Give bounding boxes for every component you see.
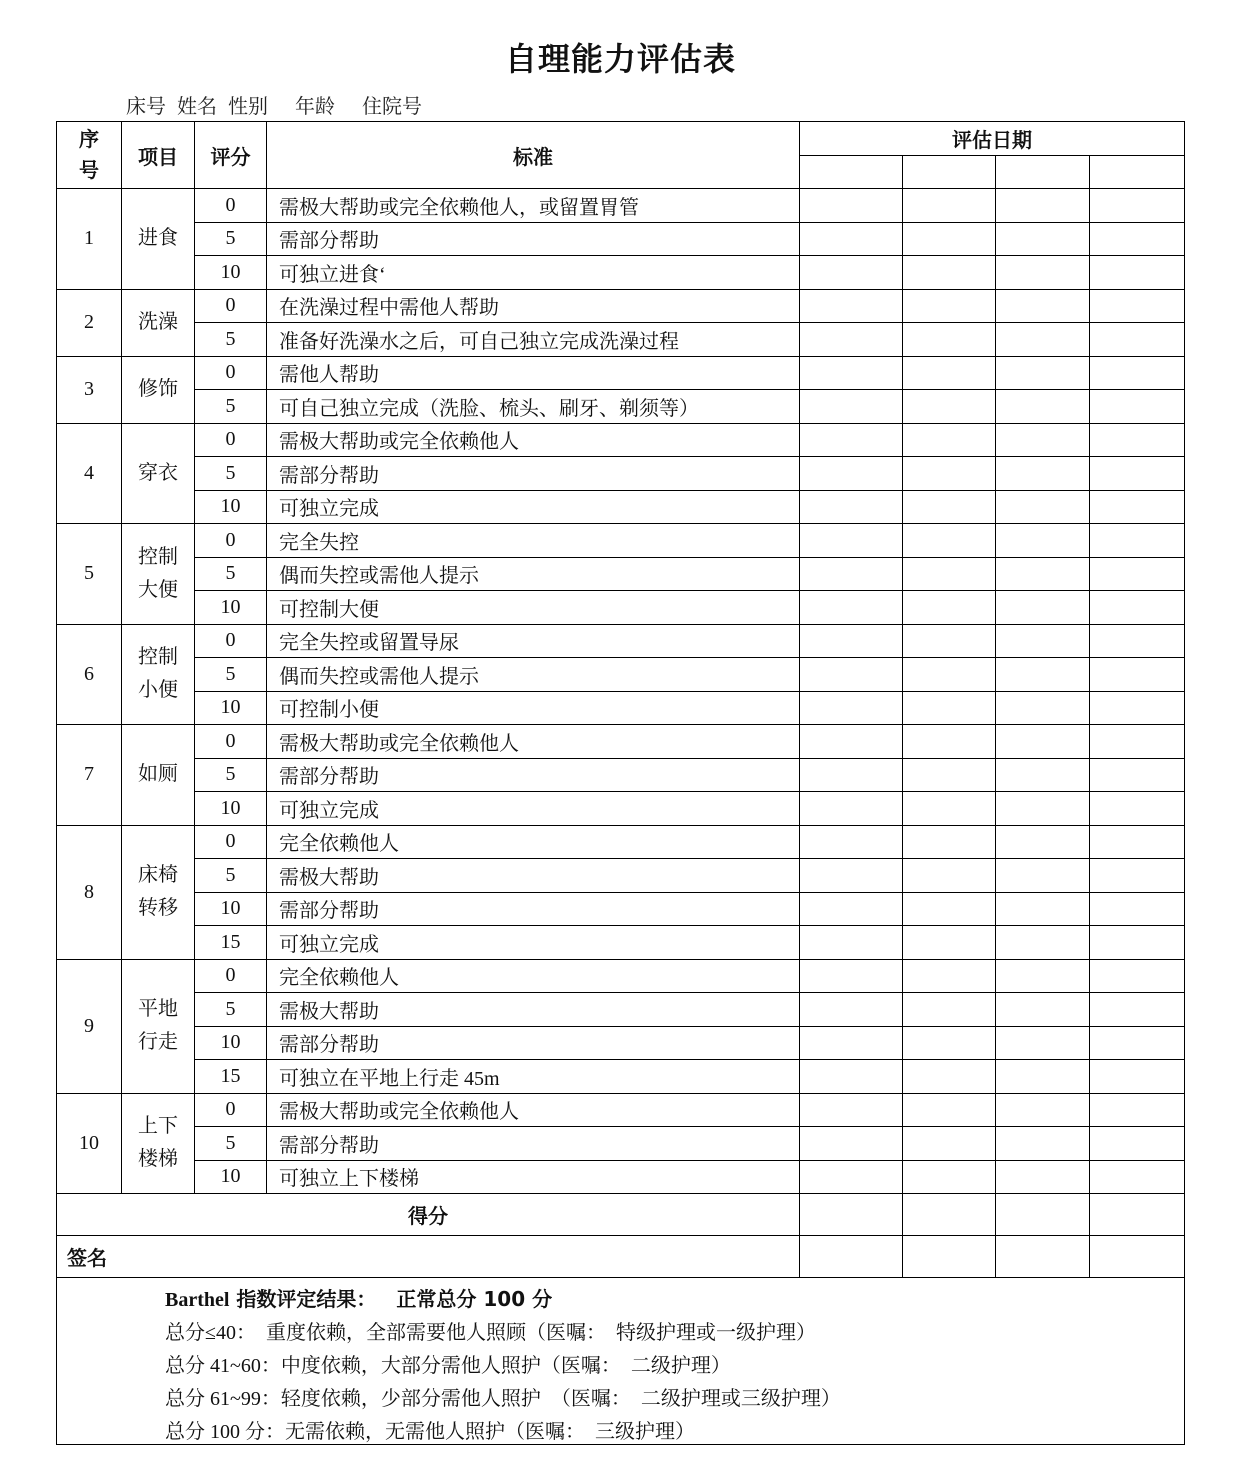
assessment-cell-3[interactable] xyxy=(996,1160,1090,1194)
assessment-cell-4[interactable] xyxy=(1090,390,1185,424)
assessment-cell-2[interactable] xyxy=(903,457,996,491)
criteria-text: 需极大帮助或完全依赖他人，或留置胃管 xyxy=(267,189,800,223)
criteria-text: 需部分帮助 xyxy=(267,1127,800,1161)
assessment-cell-3[interactable] xyxy=(996,1026,1090,1060)
item-name-text: 洗澡 xyxy=(138,311,178,333)
assessment-cell-3[interactable] xyxy=(996,222,1090,256)
assessment-cell-2[interactable] xyxy=(903,524,996,558)
assessment-cell-1[interactable] xyxy=(800,959,903,993)
name-label: 姓名 xyxy=(177,96,217,118)
assessment-cell-1[interactable] xyxy=(800,423,903,457)
criteria-text: 可控制小便 xyxy=(267,691,800,725)
item-name xyxy=(122,725,195,826)
assessment-cell-2[interactable] xyxy=(903,959,996,993)
assessment-cell-3[interactable] xyxy=(996,524,1090,558)
item-name xyxy=(122,289,195,356)
assessment-cell-2[interactable] xyxy=(903,390,996,424)
table-row xyxy=(57,356,1185,390)
table-row xyxy=(57,524,1185,558)
table-row xyxy=(57,1026,1185,1060)
assessment-cell-2[interactable] xyxy=(903,792,996,826)
assessment-cell-1[interactable] xyxy=(800,189,903,223)
assessment-cell-4[interactable] xyxy=(1090,289,1185,323)
assessment-cell-2[interactable] xyxy=(903,926,996,960)
assessment-cell-3[interactable] xyxy=(996,825,1090,859)
assessment-cell-3[interactable] xyxy=(996,1127,1090,1161)
assessment-cell-1[interactable] xyxy=(800,457,903,491)
assessment-cell-3[interactable] xyxy=(996,758,1090,792)
assessment-cell-1[interactable] xyxy=(800,1093,903,1127)
assessment-cell-4[interactable] xyxy=(1090,859,1185,893)
assessment-cell-1[interactable] xyxy=(800,993,903,1027)
assessment-cell-4[interactable] xyxy=(1090,222,1185,256)
assessment-cell-2[interactable] xyxy=(903,658,996,692)
assessment-cell-1[interactable] xyxy=(800,591,903,625)
assessment-cell-4[interactable] xyxy=(1090,825,1185,859)
item-seq: 4 xyxy=(57,423,122,524)
form-title: 自理能力评估表 xyxy=(504,40,736,78)
score-value: 0 xyxy=(195,524,267,558)
criteria-text: 完全依赖他人 xyxy=(267,825,800,859)
item-seq: 10 xyxy=(57,1093,122,1194)
score-value: 10 xyxy=(195,256,267,290)
item-name xyxy=(122,825,195,959)
criteria-text: 需部分帮助 xyxy=(267,222,800,256)
score-value: 0 xyxy=(195,289,267,323)
assessment-cell-4[interactable] xyxy=(1090,256,1185,290)
item-seq: 6 xyxy=(57,624,122,725)
table-row xyxy=(57,557,1185,591)
assessment-cell-2[interactable] xyxy=(903,356,996,390)
assessment-cell-2[interactable] xyxy=(903,323,996,357)
assessment-cell-3[interactable] xyxy=(996,490,1090,524)
signature-cell-1[interactable] xyxy=(800,1236,903,1278)
notes-heading-text: 指数评定结果： xyxy=(229,1287,377,1311)
assessment-cell-4[interactable] xyxy=(1090,1093,1185,1127)
assessment-cell-4[interactable] xyxy=(1090,423,1185,457)
item-name-text: 穿衣 xyxy=(138,461,178,484)
assessment-cell-3[interactable] xyxy=(996,926,1090,960)
item-seq: 7 xyxy=(57,725,122,826)
assessment-cell-1[interactable] xyxy=(800,1026,903,1060)
item-seq: 5 xyxy=(57,524,122,625)
assessment-cell-1[interactable] xyxy=(800,524,903,558)
assessment-cell-4[interactable] xyxy=(1090,524,1185,558)
total-score-cell-2[interactable] xyxy=(903,1194,996,1236)
date-cell-4[interactable] xyxy=(1090,156,1185,189)
criteria-text: 完全依赖他人 xyxy=(267,959,800,993)
assessment-cell-4[interactable] xyxy=(1090,624,1185,658)
assessment-cell-1[interactable] xyxy=(800,725,903,759)
assessment-cell-4[interactable] xyxy=(1090,1026,1185,1060)
notes-line: 总分≤40： 重度依赖，全部需要他人照顾（医嘱： 特级护理或一级护理） xyxy=(165,1322,816,1344)
signature-cell-4[interactable] xyxy=(1090,1236,1185,1278)
assessment-cell-2[interactable] xyxy=(903,859,996,893)
assessment-cell-1[interactable] xyxy=(800,691,903,725)
assessment-cell-3[interactable] xyxy=(996,725,1090,759)
score-value: 5 xyxy=(195,390,267,424)
criteria-text: 偶而失控或需他人提示 xyxy=(267,658,800,692)
table-row xyxy=(57,591,1185,625)
assessment-cell-1[interactable] xyxy=(800,222,903,256)
assessment-cell-2[interactable] xyxy=(903,725,996,759)
assessment-cell-4[interactable] xyxy=(1090,189,1185,223)
score-value: 5 xyxy=(195,658,267,692)
assessment-cell-4[interactable] xyxy=(1090,993,1185,1027)
score-value: 15 xyxy=(195,926,267,960)
criteria-text: 完全失控或留置导尿 xyxy=(267,624,800,658)
table-row xyxy=(57,189,1185,223)
score-value: 10 xyxy=(195,1026,267,1060)
assessment-cell-3[interactable] xyxy=(996,189,1090,223)
assessment-cell-1[interactable] xyxy=(800,256,903,290)
criteria-text: 可独立在平地上行走 45m xyxy=(267,1060,800,1094)
assessment-cell-2[interactable] xyxy=(903,189,996,223)
item-name xyxy=(122,624,195,725)
total-score-cell-1[interactable] xyxy=(800,1194,903,1236)
criteria-text: 可独立进食‘ xyxy=(267,256,800,290)
item-seq: 8 xyxy=(57,825,122,959)
table-row xyxy=(57,256,1185,290)
assessment-cell-4[interactable] xyxy=(1090,1127,1185,1161)
assessment-cell-1[interactable] xyxy=(800,289,903,323)
assessment-cell-1[interactable] xyxy=(800,825,903,859)
date-cell-2[interactable] xyxy=(903,156,996,189)
age-label: 年龄 xyxy=(295,96,335,118)
assessment-cell-1[interactable] xyxy=(800,390,903,424)
score-value: 0 xyxy=(195,725,267,759)
table-row xyxy=(57,993,1185,1027)
header-seq-text: 序号 xyxy=(79,127,99,182)
score-value: 5 xyxy=(195,859,267,893)
item-name xyxy=(122,959,195,1093)
assessment-cell-4[interactable] xyxy=(1090,959,1185,993)
notes-heading-value: 正常总分 100 分 xyxy=(396,1287,553,1311)
score-value: 10 xyxy=(195,792,267,826)
score-value: 5 xyxy=(195,222,267,256)
item-name-text: 平地行走 xyxy=(138,998,178,1053)
gender-label: 性别 xyxy=(228,96,268,118)
barthel-notes xyxy=(57,1278,1185,1445)
item-name-text: 上下楼梯 xyxy=(138,1115,178,1171)
date-cell-1[interactable] xyxy=(800,156,903,189)
criteria-text: 需他人帮助 xyxy=(267,356,800,390)
assessment-cell-2[interactable] xyxy=(903,993,996,1027)
table-row xyxy=(57,624,1185,658)
table-row xyxy=(57,390,1185,424)
table-row xyxy=(57,457,1185,491)
notes-line: 总分 100 分：无需依赖，无需他人照护（医嘱： 三级护理） xyxy=(165,1421,695,1443)
criteria-text: 需极大帮助或完全依赖他人 xyxy=(267,725,800,759)
table-row xyxy=(57,892,1185,926)
assessment-cell-3[interactable] xyxy=(996,859,1090,893)
patient-info-line xyxy=(126,90,428,119)
assessment-cell-3[interactable] xyxy=(996,557,1090,591)
date-cell-3[interactable] xyxy=(996,156,1090,189)
criteria-text: 在洗澡过程中需他人帮助 xyxy=(267,289,800,323)
assessment-cell-4[interactable] xyxy=(1090,457,1185,491)
notes-line: 总分 61~99：轻度依赖，少部分需他人照护 （医嘱： 二级护理或三级护理） xyxy=(165,1388,841,1410)
header-score: 评分 xyxy=(195,122,267,189)
criteria-text: 可独立完成 xyxy=(267,490,800,524)
score-value: 0 xyxy=(195,624,267,658)
item-name xyxy=(122,524,195,625)
assessment-cell-4[interactable] xyxy=(1090,926,1185,960)
item-name-text: 控制大便 xyxy=(138,545,178,601)
assessment-cell-2[interactable] xyxy=(903,591,996,625)
score-value: 0 xyxy=(195,356,267,390)
table-row xyxy=(57,289,1185,323)
table-row xyxy=(57,490,1185,524)
assessment-cell-4[interactable] xyxy=(1090,356,1185,390)
criteria-text: 可独立完成 xyxy=(267,792,800,826)
assessment-cell-1[interactable] xyxy=(800,323,903,357)
item-name xyxy=(122,356,195,423)
criteria-text: 可独立完成 xyxy=(267,926,800,960)
assessment-cell-1[interactable] xyxy=(800,792,903,826)
assessment-cell-2[interactable] xyxy=(903,423,996,457)
assessment-cell-4[interactable] xyxy=(1090,557,1185,591)
score-value: 5 xyxy=(195,993,267,1027)
criteria-text: 完全失控 xyxy=(267,524,800,558)
assessment-cell-3[interactable] xyxy=(996,323,1090,357)
assessment-cell-3[interactable] xyxy=(996,792,1090,826)
criteria-text: 需部分帮助 xyxy=(267,457,800,491)
assessment-cell-1[interactable] xyxy=(800,1060,903,1094)
criteria-text: 需部分帮助 xyxy=(267,892,800,926)
assessment-cell-1[interactable] xyxy=(800,624,903,658)
signature-label: 签名 xyxy=(57,1236,800,1278)
item-name-text: 如厕 xyxy=(138,763,178,786)
item-name-text: 修饰 xyxy=(138,378,178,400)
table-row xyxy=(57,1127,1185,1161)
assessment-cell-4[interactable] xyxy=(1090,1060,1185,1094)
assessment-cell-1[interactable] xyxy=(800,490,903,524)
score-value: 10 xyxy=(195,591,267,625)
assessment-cell-2[interactable] xyxy=(903,892,996,926)
criteria-text: 可独立上下楼梯 xyxy=(267,1160,800,1194)
item-seq: 3 xyxy=(57,356,122,423)
criteria-text: 需极大帮助或完全依赖他人 xyxy=(267,423,800,457)
score-value: 15 xyxy=(195,1060,267,1094)
item-name-text: 控制小便 xyxy=(138,646,178,702)
assessment-cell-1[interactable] xyxy=(800,1127,903,1161)
score-value: 0 xyxy=(195,423,267,457)
criteria-text: 需部分帮助 xyxy=(267,758,800,792)
table-row xyxy=(57,1160,1185,1194)
signature-cell-3[interactable] xyxy=(996,1236,1090,1278)
assessment-cell-3[interactable] xyxy=(996,1060,1090,1094)
score-value: 5 xyxy=(195,557,267,591)
table-row xyxy=(57,222,1185,256)
assessment-cell-2[interactable] xyxy=(903,624,996,658)
assessment-cell-2[interactable] xyxy=(903,758,996,792)
item-name-text: 进食 xyxy=(138,227,178,250)
table-row xyxy=(57,423,1185,457)
assessment-cell-4[interactable] xyxy=(1090,591,1185,625)
assessment-cell-1[interactable] xyxy=(800,658,903,692)
table-row xyxy=(57,1060,1185,1094)
score-value: 10 xyxy=(195,490,267,524)
assessment-cell-3[interactable] xyxy=(996,691,1090,725)
item-name xyxy=(122,1093,195,1194)
assessment-cell-3[interactable] xyxy=(996,591,1090,625)
score-value: 0 xyxy=(195,189,267,223)
criteria-text: 准备好洗澡水之后，可自己独立完成洗澡过程 xyxy=(267,323,800,357)
criteria-text: 需极大帮助 xyxy=(267,993,800,1027)
bed-number-label: 床号 xyxy=(126,96,166,118)
header-assessment-date: 评估日期 xyxy=(800,122,1185,156)
assessment-cell-3[interactable] xyxy=(996,390,1090,424)
assessment-cell-2[interactable] xyxy=(903,1160,996,1194)
assessment-cell-2[interactable] xyxy=(903,691,996,725)
table-row xyxy=(57,691,1185,725)
assessment-table xyxy=(56,121,1185,1445)
signature-row xyxy=(57,1236,1185,1278)
assessment-cell-4[interactable] xyxy=(1090,892,1185,926)
table-row xyxy=(57,926,1185,960)
assessment-cell-3[interactable] xyxy=(996,289,1090,323)
score-value: 0 xyxy=(195,959,267,993)
item-name xyxy=(122,423,195,524)
header-criteria: 标准 xyxy=(267,122,800,189)
assessment-cell-4[interactable] xyxy=(1090,658,1185,692)
admission-number-label: 住院号 xyxy=(362,96,422,118)
item-name xyxy=(122,189,195,290)
assessment-cell-1[interactable] xyxy=(800,1160,903,1194)
assessment-cell-2[interactable] xyxy=(903,1127,996,1161)
score-value: 5 xyxy=(195,758,267,792)
table-row xyxy=(57,959,1185,993)
assessment-cell-3[interactable] xyxy=(996,658,1090,692)
table-row xyxy=(57,792,1185,826)
assessment-cell-4[interactable] xyxy=(1090,792,1185,826)
notes-heading-prefix: Barthel xyxy=(165,1289,230,1311)
assessment-cell-2[interactable] xyxy=(903,825,996,859)
score-value: 10 xyxy=(195,892,267,926)
assessment-cell-2[interactable] xyxy=(903,222,996,256)
item-name-text: 床椅转移 xyxy=(138,864,178,919)
criteria-text: 可控制大便 xyxy=(267,591,800,625)
item-seq: 2 xyxy=(57,289,122,356)
item-seq: 1 xyxy=(57,189,122,290)
assessment-cell-1[interactable] xyxy=(800,859,903,893)
criteria-text: 需极大帮助 xyxy=(267,859,800,893)
score-value: 5 xyxy=(195,457,267,491)
table-row xyxy=(57,323,1185,357)
total-score-cell-3[interactable] xyxy=(996,1194,1090,1236)
assessment-cell-3[interactable] xyxy=(996,356,1090,390)
assessment-cell-4[interactable] xyxy=(1090,323,1185,357)
assessment-cell-3[interactable] xyxy=(996,959,1090,993)
score-value: 10 xyxy=(195,691,267,725)
table-row xyxy=(57,1093,1185,1127)
score-value: 5 xyxy=(195,1127,267,1161)
assessment-cell-4[interactable] xyxy=(1090,691,1185,725)
criteria-text: 可自己独立完成（洗脸、梳头、刷牙、剃须等） xyxy=(267,390,800,424)
assessment-cell-4[interactable] xyxy=(1090,1160,1185,1194)
assessment-cell-2[interactable] xyxy=(903,1093,996,1127)
assessment-cell-2[interactable] xyxy=(903,289,996,323)
header-seq xyxy=(57,122,122,189)
assessment-cell-3[interactable] xyxy=(996,423,1090,457)
table-row xyxy=(57,658,1185,692)
assessment-cell-2[interactable] xyxy=(903,256,996,290)
assessment-cell-3[interactable] xyxy=(996,624,1090,658)
criteria-text: 偶而失控或需他人提示 xyxy=(267,557,800,591)
table-row xyxy=(57,825,1185,859)
total-score-row xyxy=(57,1194,1185,1236)
assessment-cell-4[interactable] xyxy=(1090,758,1185,792)
table-row xyxy=(57,725,1185,759)
assessment-cell-1[interactable] xyxy=(800,892,903,926)
assessment-cell-1[interactable] xyxy=(800,356,903,390)
score-value: 5 xyxy=(195,323,267,357)
notes-row xyxy=(57,1278,1185,1445)
score-value: 0 xyxy=(195,1093,267,1127)
table-row xyxy=(57,859,1185,893)
assessment-cell-3[interactable] xyxy=(996,256,1090,290)
header-item: 项目 xyxy=(122,122,195,189)
assessment-cell-3[interactable] xyxy=(996,1093,1090,1127)
item-seq: 9 xyxy=(57,959,122,1093)
notes-heading xyxy=(165,1283,1184,1317)
table-row xyxy=(57,758,1185,792)
assessment-cell-4[interactable] xyxy=(1090,490,1185,524)
assessment-cell-1[interactable] xyxy=(800,758,903,792)
score-value: 0 xyxy=(195,825,267,859)
assessment-cell-2[interactable] xyxy=(903,1026,996,1060)
notes-line: 总分 41~60：中度依赖，大部分需他人照护（医嘱： 二级护理） xyxy=(165,1355,731,1377)
assessment-cell-3[interactable] xyxy=(996,993,1090,1027)
assessment-cell-4[interactable] xyxy=(1090,725,1185,759)
criteria-text: 需极大帮助或完全依赖他人 xyxy=(267,1093,800,1127)
assessment-cell-3[interactable] xyxy=(996,457,1090,491)
signature-cell-2[interactable] xyxy=(903,1236,996,1278)
assessment-cell-2[interactable] xyxy=(903,557,996,591)
assessment-cell-2[interactable] xyxy=(903,490,996,524)
assessment-cell-1[interactable] xyxy=(800,926,903,960)
criteria-text: 需部分帮助 xyxy=(267,1026,800,1060)
total-score-cell-4[interactable] xyxy=(1090,1194,1185,1236)
assessment-cell-3[interactable] xyxy=(996,892,1090,926)
score-value: 10 xyxy=(195,1160,267,1194)
total-score-label: 得分 xyxy=(57,1194,800,1236)
assessment-cell-1[interactable] xyxy=(800,557,903,591)
assessment-cell-2[interactable] xyxy=(903,1060,996,1094)
